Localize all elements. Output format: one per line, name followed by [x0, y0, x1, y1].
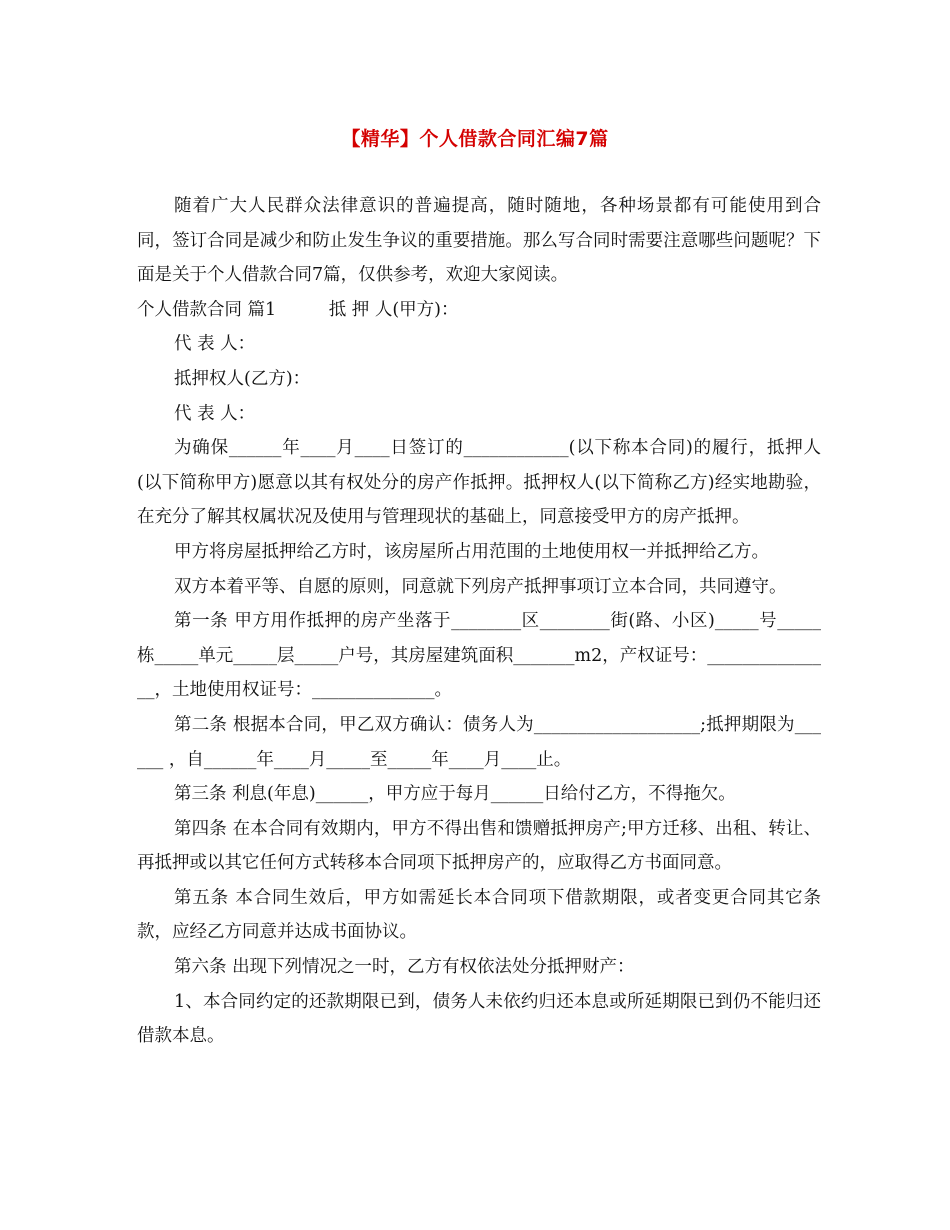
document-title: 【精华】个人借款合同汇编7篇 [341, 128, 609, 150]
section-heading-contract-1: 个人借款合同 篇1 抵 押 人(甲方)： [137, 299, 459, 320]
purpose-paragraph: 为确保______年____月____日签订的____________(以下称本合同)的履行，抵押人(以下简称甲方)愿意以其有权处分的房产作抵押。抵押权人(以下简称乙方)经实地勘验，在充分了解其权属状况及使用与管理现状的基础上，同意接受甲方的房产抵押。 [137, 438, 821, 528]
article-1: 第一条 甲方用作抵押的房产坐落于________区________街(路、小区)_____号_____栋_____单元_____层_____户号，其房屋建筑面积_______m2，产权证号：_______________，土地使用权证号：______________。 [137, 611, 821, 701]
principle-paragraph: 双方本着平等、自愿的原则，同意就下列房产抵押事项订立本合同，共同遵守。 [174, 576, 787, 597]
article-3: 第三条 利息(年息)______，甲方应于每月______日给付乙方，不得拖欠。 [174, 784, 736, 805]
article-6: 第六条 出现下列情况之一时，乙方有权依法处分抵押财产： [174, 957, 635, 978]
article-5: 第五条 本合同生效后，甲方如需延长本合同项下借款期限，或者变更合同其它条款，应经乙方同意并达成书面协议。 [137, 887, 821, 943]
intro-paragraph: 随着广大人民群众法律意识的普遍提高，随时随地，各种场景都有可能使用到合同，签订合同是减少和防止发生争议的重要措施。那么写合同时需要注意哪些问题呢？下面是关于个人借款合同7篇，仅供参考，欢迎大家阅读。 [137, 196, 821, 286]
document-body [137, 189, 821, 1054]
article-6-item-1: 1、本合同约定的还款期限已到，债务人未依约归还本息或所延期限已到仍不能归还借款本息。 [137, 991, 821, 1047]
land-use-paragraph: 甲方将房屋抵押给乙方时，该房屋所占用范围的土地使用权一并抵押给乙方。 [174, 541, 769, 562]
mortgagee-line: 抵押权人(乙方)： [174, 368, 311, 389]
representative-line-b: 代 表 人： [174, 403, 256, 424]
article-2: 第二条 根据本合同，甲乙双方确认：债务人为___________________;抵押期限为______ ，自______年____月_____至_____年____月____止。 [137, 714, 821, 770]
representative-line-a: 代 表 人： [174, 334, 256, 355]
article-4: 第四条 在本合同有效期内，甲方不得出售和馈赠抵押房产;甲方迁移、出租、转让、再抵押或以其它任何方式转移本合同项下抵押房产的，应取得乙方书面同意。 [137, 818, 821, 874]
